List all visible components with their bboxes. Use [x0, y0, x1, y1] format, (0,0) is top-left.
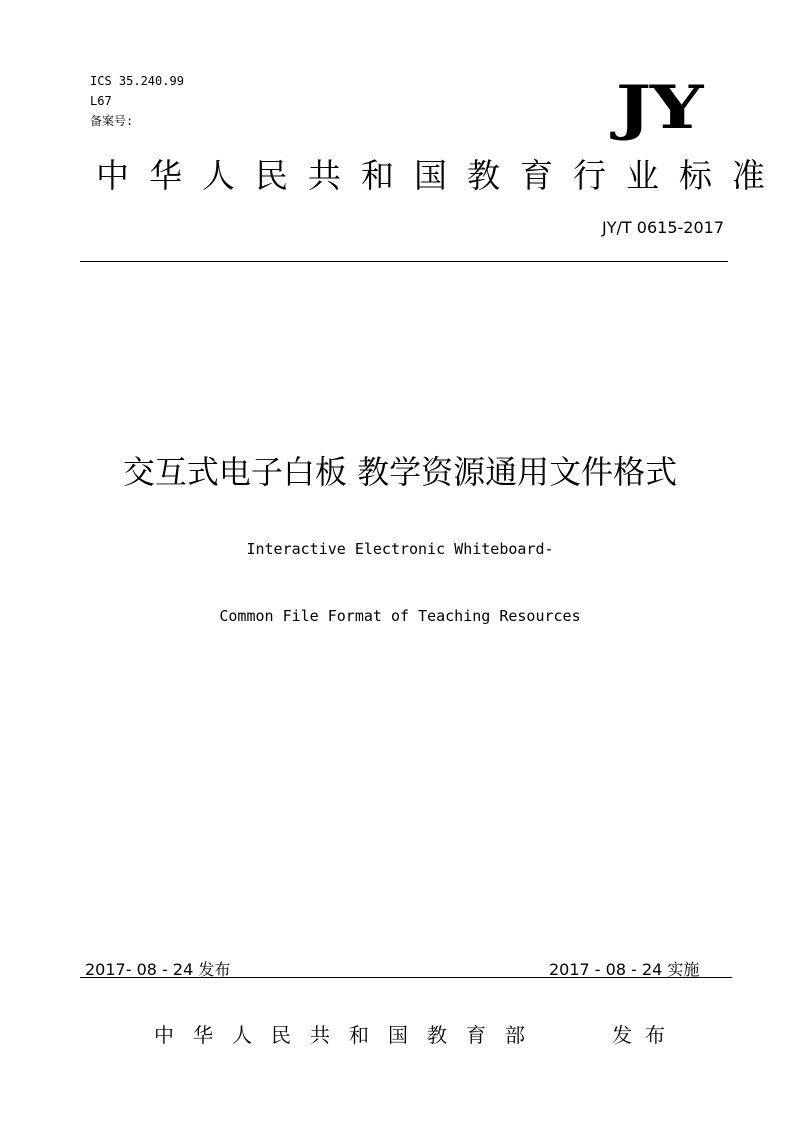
- document-title-en-line2: Common File Format of Teaching Resources: [219, 607, 581, 625]
- standard-code: JY/T 0615-2017: [602, 218, 724, 237]
- effective-date: 2017 - 08 - 24 实施: [549, 960, 700, 979]
- classification-code: L67: [90, 94, 112, 108]
- bottom-divider: [80, 977, 732, 978]
- document-title-cn: 交互式电子白板 教学资源通用文件格式: [122, 453, 678, 491]
- document-title-en-line1: Interactive Electronic Whiteboard-: [246, 540, 554, 558]
- publish-label: 发布: [612, 1023, 678, 1047]
- top-divider: [80, 261, 728, 262]
- filing-number-label: 备案号:: [90, 114, 134, 128]
- issue-date: 2017- 08 - 24 发布: [85, 960, 231, 979]
- jy-logo: JY: [615, 73, 702, 143]
- publisher-name: 中华人民共和国教育部: [154, 1023, 544, 1047]
- ics-code: ICS 35.240.99: [90, 74, 184, 88]
- standard-series-title: 中华人民共和国教育行业标准: [96, 156, 785, 195]
